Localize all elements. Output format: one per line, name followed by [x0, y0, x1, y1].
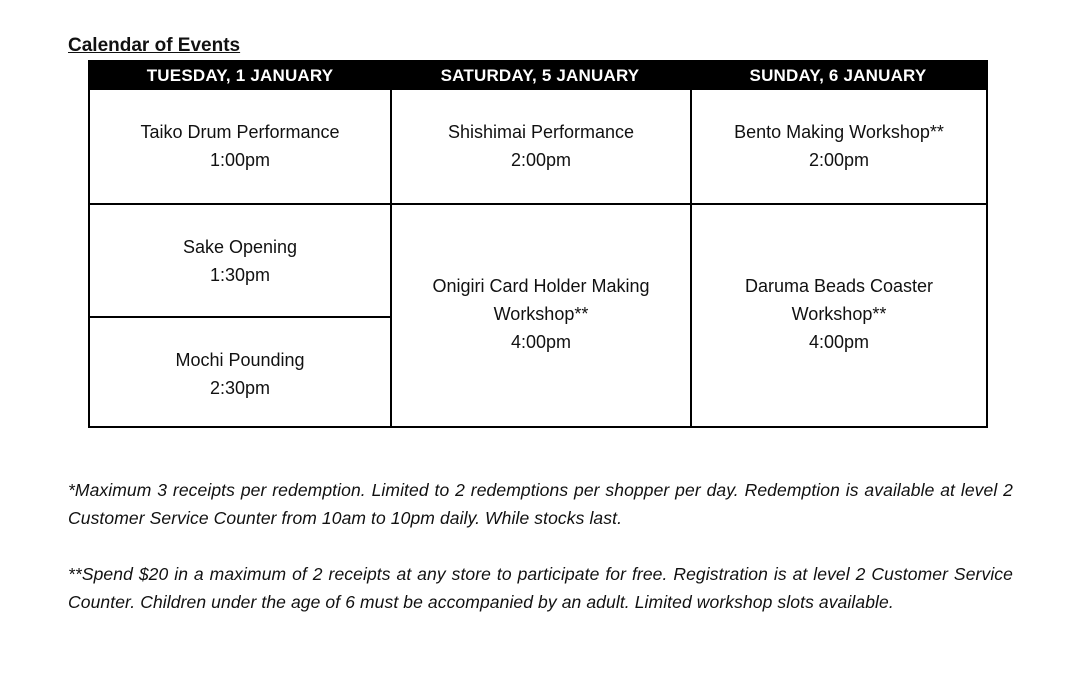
column-header-saturday: SATURDAY, 5 JANUARY [390, 62, 690, 90]
event-time: 2:00pm [808, 150, 870, 170]
footnote-redemption: *Maximum 3 receipts per redemption. Limited to 2 redemptions per shopper per day. Redemption is available at level 2 Customer Service Counter from 10am to 10pm daily. While stocks last. [68, 479, 1013, 528]
event-name: Daruma Beads Coaster Workshop** [744, 275, 934, 324]
event-time: 2:30pm [209, 378, 271, 398]
event-name: Bento Making Workshop** [734, 122, 944, 142]
column-header-sunday: SUNDAY, 6 JANUARY [690, 62, 986, 90]
event-time: 4:00pm [510, 331, 572, 352]
column-header-tuesday: TUESDAY, 1 JANUARY [90, 62, 390, 90]
event-time: 1:30pm [209, 265, 271, 285]
event-cell-sunday-1 [690, 90, 986, 203]
event-time: 4:00pm [808, 331, 870, 352]
event-cell-sunday-2 [690, 203, 986, 426]
event-time: 1:00pm [209, 150, 271, 170]
event-name: Taiko Drum Performance [140, 122, 340, 142]
event-time: 2:00pm [510, 150, 572, 170]
event-name: Shishimai Performance [447, 122, 635, 142]
events-table [88, 60, 988, 428]
event-name: Mochi Pounding [175, 350, 305, 370]
page-title: Calendar of Events [68, 35, 241, 56]
event-cell-saturday-1 [390, 90, 690, 203]
footnote-workshop: **Spend $20 in a maximum of 2 receipts at any store to participate for free. Registration is at level 2 Customer Service Counter. Children under the age of 6 must be accompanied by an adult. Limited workshop slots available. [68, 563, 1013, 612]
event-name: Onigiri Card Holder Making Workshop** [432, 275, 650, 324]
event-cell-saturday-2 [390, 203, 690, 426]
event-cell-tuesday-3 [90, 316, 390, 426]
event-name: Sake Opening [182, 237, 298, 257]
event-cell-tuesday-2 [90, 203, 390, 316]
event-cell-tuesday-1 [90, 90, 390, 203]
